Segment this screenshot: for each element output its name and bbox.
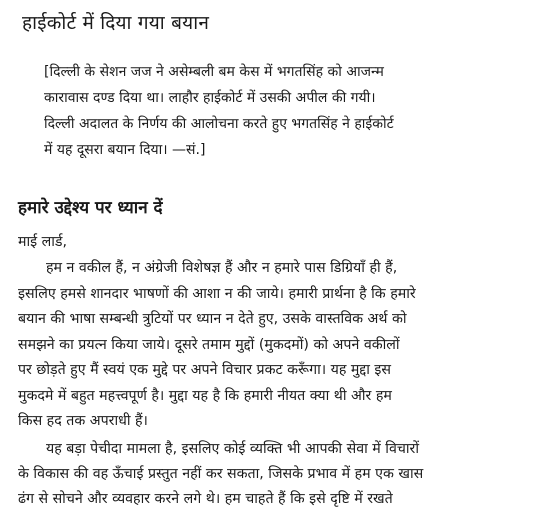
page-title: हाईकोर्ट में दिया गया बयान	[22, 12, 210, 34]
paragraph-line: मुकदमे में बहुत महत्त्वपूर्ण है। मुद्दा यह है कि हमारी नीयत क्या थी और हम	[18, 388, 392, 404]
editor-note-line: दिल्ली अदालत के निर्णय की आलोचना करते हुए भगतसिंह ने हाईकोर्ट	[44, 116, 394, 132]
paragraph-line: पर छोड़ते हुए मैं स्वयं एक मुद्दे पर अपने विचार प्रकट करूँगा। यह मुद्दा इस	[18, 362, 391, 378]
paragraph-line: इसलिए हमसे शानदार भाषणों की आशा न की जाये। हमारी प्रार्थना है कि हमारे	[18, 286, 416, 302]
editor-note-line: में यह दूसरा बयान दिया। —सं.]	[44, 142, 206, 158]
editor-note-line: कारावास दण्ड दिया था। लाहौर हाईकोर्ट में उसकी अपील की गयी।	[44, 90, 376, 106]
paragraph-line: के विकास की वह ऊँचाई प्रस्तुत नहीं कर सकता, जिसके प्रभाव में हम एक खास	[18, 466, 424, 482]
section-heading: हमारे उद्देश्य पर ध्यान दें	[18, 198, 163, 218]
paragraph-line: यह बड़ा पेचीदा मामला है, इसलिए कोई व्यक्ति भी आपकी सेवा में विचारों	[46, 441, 419, 457]
paragraph-line: हम न वकील हैं, न अंग्रेजी विशेषज्ञ हैं और न हमारे पास डिग्रियाँ ही हैं,	[46, 260, 398, 276]
paragraph-line: बयान की भाषा सम्बन्धी त्रुटियों पर ध्यान न देते हुए, उसके वास्तविक अर्थ को	[18, 311, 407, 327]
editor-note-line: [दिल्ली के सेशन जज ने असेम्बली बम केस में भगतसिंह को आजन्म	[44, 64, 384, 80]
paragraph-line: समझने का प्रयत्न किया जाये। दूसरे तमाम मुद्दों (मुकदमों) को अपने वकीलों	[18, 337, 400, 353]
paragraph-line: किस हद तक अपराधी हैं।	[18, 413, 148, 429]
paragraph-line: ढंग से सोचने और व्यवहार करने लगे थे। हम चाहते हैं कि इसे दृष्टि में रखते	[18, 491, 393, 507]
salutation: माई लार्ड,	[18, 234, 68, 250]
